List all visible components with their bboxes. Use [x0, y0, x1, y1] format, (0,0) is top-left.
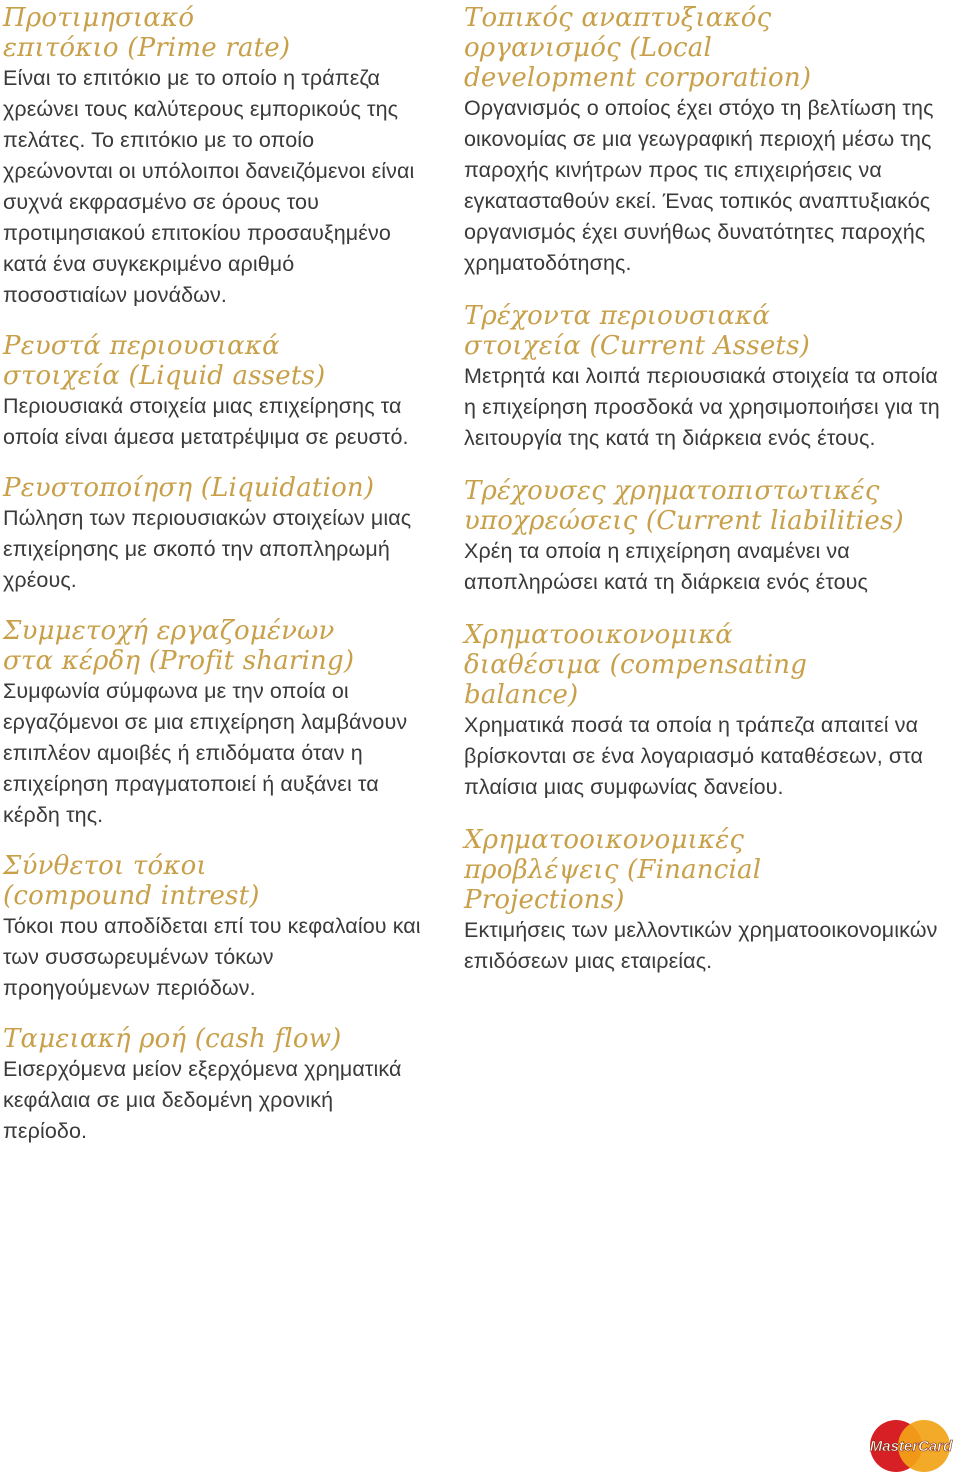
glossary-definition: Χρέη τα οποία η επιχείρηση αναμένει να αποπληρώσει κατά τη διάρκεια ενός έτους — [464, 539, 869, 594]
glossary-term: Προτιμησιακό επιτόκιο (Prime rate) — [3, 3, 291, 63]
glossary-definition: Είναι το επιτόκιο με το οποίο η τράπεζα χρεώνει τους καλύτερους εμπορικούς της πελάτες. Το επιτόκιο με το οποίο χρεώνονται οι υπόλοιποι δανειζόμενοι είναι συχνά εκφρασμένο σε όρους του προτιμησιακού επιτοκίου προσαυξημένο κατά ένα συγκεκριμένο αριθμό ποσοστιαίων μονάδων. — [3, 66, 415, 307]
glossary-entry-compound-interest — [3, 851, 423, 1004]
glossary-definition: Περιουσιακά στοιχεία μιας επιχείρησης τα οποία είναι άμεσα μετατρέψιμα σε ρευστό. — [3, 394, 409, 449]
glossary-definition: Εκτιμήσεις των μελλοντικών χρηματοοικονομικών επιδόσεων μιας εταιρείας. — [464, 918, 938, 973]
glossary-entry-compensating-balance — [464, 620, 954, 803]
glossary-left-column — [3, 3, 423, 1167]
glossary-term: Συμμετοχή εργαζομένων στα κέρδη (Profit sharing) — [3, 616, 355, 676]
glossary-term: Ρευστοποίηση (Liquidation) — [3, 473, 375, 503]
glossary-term: Σύνθετοι τόκοι (compound intrest) — [3, 851, 260, 911]
mastercard-logo — [866, 1416, 956, 1476]
glossary-entry-current-assets — [464, 301, 954, 454]
glossary-term: Τοπικός αναπτυξιακός οργανισμός (Local development corporation) — [464, 3, 812, 93]
glossary-term: Χρηματοοικονομικές προβλέψεις (Financial Projections) — [464, 825, 762, 915]
glossary-entry-prime-rate — [3, 3, 423, 311]
glossary-term: Ταμειακή ροή (cash flow) — [3, 1024, 342, 1054]
glossary-definition: Πώληση των περιουσιακών στοιχείων μιας επιχείρησης με σκοπό την αποπληρωμή χρέους. — [3, 506, 412, 592]
glossary-entry-profit-sharing — [3, 616, 423, 831]
glossary-definition: Μετρητά και λοιπά περιουσιακά στοιχεία τα οποία η επιχείρηση προσδοκά να χρησιμοποιήσει για τη λειτουργία της κατά τη διάρκεια ενός έτους. — [464, 364, 940, 450]
glossary-definition: Τόκοι που αποδίδεται επί του κεφαλαίου και των συσσωρευμένων τόκων προηγούμενων περιόδων. — [3, 914, 421, 1000]
glossary-definition: Εισερχόμενα μείον εξερχόμενα χρηματικά κεφάλαια σε μια δεδομένη χρονική περίοδο. — [3, 1057, 402, 1143]
glossary-definition: Οργανισμός ο οποίος έχει στόχο τη βελτίωση της οικονομίας σε μια γεωγραφική περιοχή μέσω της παροχής κινήτρων προς τις επιχειρήσεις να εγκατασταθούν εκεί. Ένας τοπικός αναπτυξιακός οργανισμός έχει συνήθως δυνατότητες παροχής χρηματοδότησης. — [464, 96, 934, 275]
glossary-term: Ρευστά περιουσιακά στοιχεία (Liquid assets) — [3, 331, 326, 391]
mastercard-logo-icon — [866, 1416, 956, 1476]
glossary-term: Τρέχουσες χρηματοπιστωτικές υποχρεώσεις (Current liabilities) — [464, 476, 904, 536]
glossary-term: Χρηματοοικονομικά διαθέσιμα (compensating balance) — [464, 620, 808, 710]
glossary-entry-financial-projections — [464, 825, 954, 977]
glossary-term: Τρέχοντα περιουσιακά στοιχεία (Current Assets) — [464, 301, 810, 361]
glossary-right-column — [464, 3, 954, 999]
glossary-entry-liquid-assets — [3, 331, 423, 453]
glossary-entry-liquidation — [3, 473, 423, 596]
glossary-entry-cash-flow — [3, 1024, 423, 1147]
glossary-definition: Συμφωνία σύμφωνα με την οποία οι εργαζόμενοι σε μια επιχείρηση λαμβάνουν επιπλέον αμοιβές ή επιδόματα όταν η επιχείρηση πραγματοποιεί ή αυξάνει τα κέρδη της. — [3, 679, 408, 827]
glossary-entry-local-development-corporation — [464, 3, 954, 279]
mastercard-logo-text: MasterCard — [869, 1438, 953, 1455]
glossary-definition: Χρηματικά ποσά τα οποία η τράπεζα απαιτεί να βρίσκονται σε ένα λογαριασμό καταθέσεων, στα πλαίσια μιας συμφωνίας δανείου. — [464, 713, 924, 799]
glossary-entry-current-liabilities — [464, 476, 954, 598]
